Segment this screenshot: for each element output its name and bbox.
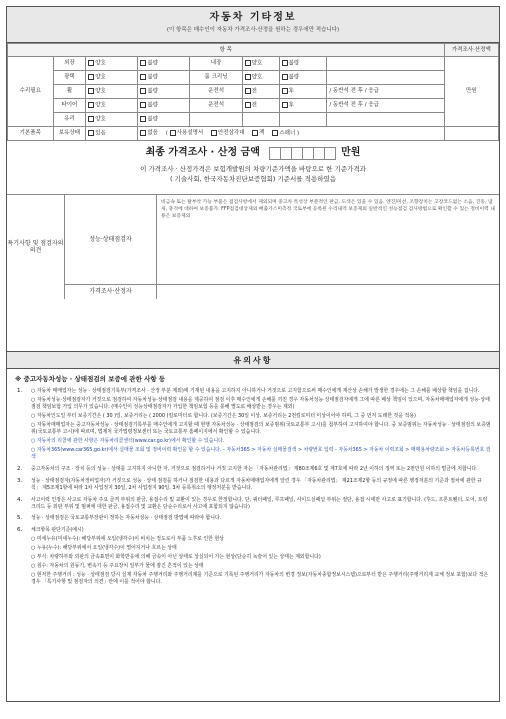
final-note-line2: ( 기술사회, 한국자동차진단보증협회) 기준서를 적용하였음 xyxy=(169,175,337,184)
note-number: 1. xyxy=(17,388,23,395)
note-text: 성능 · 상태점검자(자동차정비업자)가 거짓으로 성능 · 상태 점검을 하거나 점검한 내용과 다르게 자동차매매업자에게 알린 경우 「자동차관리법」 제21조제2항 등의 규정에 따른 행정처분의 기준과 절차에 관한 규칙」 제5조제1항에 따라 1차 사업정지 30일, 2차 사업정지 90일, 3차 등록취소의 행정처분을 받습니다. xyxy=(31,477,482,491)
checkbox[interactable] xyxy=(140,102,146,108)
note-bullet: ○ 현저한 주행거리 : 성능 · 상태점검 당시 실제 자동차 주행거리와 주행거리계를 기준으로 기록된 주행거리가 자동차의 변경 정보(자동차종합정보시스템)으로부터 받은 주행거리(주행거리계 교체 정보 포함)보다 적은 경우 「특기사항 및 점검자의 의견」란에 이를 적어야 합니다. xyxy=(31,572,489,586)
option-label: 없음 xyxy=(147,130,158,137)
special-notes-text: 특기사항 및 점검자의 의견 xyxy=(7,239,64,254)
note-item-4 xyxy=(15,497,491,513)
checkbox[interactable] xyxy=(140,130,146,136)
inspector-opinion-text: 비금속 또는 탈부착 가능 부품은 점검사항에서 제외되며 중고차 특성상 부분적인 판금, 도색은 있을 수 있음. 엔진/미션, 조향장치는 고장코드없는 소음, 진동, 냄새, 충격에 대하여 보증불가. FFP점검대상제외 배출가스미측정 국토부에 등록된 수리내역 보증제외 일반적인 성능점검 검사방법으로 확인할 수 있는 정비이력 내용은 보증제외 xyxy=(157,195,499,285)
note-bullet: ○ 자동차 매매업자는 성능 · 상태점검기록부(가격조사 · 산정 부분 제외)에 기재된 내용을 고지하지 아니하거나 거짓으로 고지함으로써 매수인에게 재산상 손해가 발생한 경우에는 그 손해를 배상할 책임을 집니다. xyxy=(31,388,480,395)
note-text: 사고이력 인정은 사고로 자동차 주요 골격 부위의 판금, 용접수리 및 교환이 있는 경우로 한정합니다. 단, 쿼터패널, 루프패널, 사이드실패널 부위는 절단, 용접 시에만 사고로 표기합니다. (후드, 프론트휀더, 도어, 트렁크리드 등 외판 부위 및 범퍼에 대한 판금, 용접수리 및 교환은 단순수리로서 사고에 포함되지 않습니다) xyxy=(31,496,488,510)
checkbox[interactable] xyxy=(88,130,94,136)
option-label: 양호 xyxy=(95,74,106,81)
final-price-section xyxy=(7,141,499,195)
note-text: 누유(누수): 해당부위에서 오일(냉각수)이 떨어지거나 흐르는 상태 xyxy=(36,545,177,552)
appraiser-opinion-field[interactable] xyxy=(157,285,499,299)
option-label: 스패너 xyxy=(279,130,296,137)
row-extra: / 동반석 전 후 / 응급 xyxy=(327,99,444,113)
note-bullet: ○ 자동차의 리콜에 관한 사항은 자동차리콜센터(www.car.go.kr)에서 확인할 수 있습니다. xyxy=(31,437,225,444)
price-digit-box[interactable] xyxy=(324,147,336,160)
option-label: 안전삼각대 xyxy=(217,130,245,137)
note-text: 자동차 매매업자는 성능 · 상태점검기록부(가격조사 · 산정 부분 제외)에 기재된 내용을 고지하지 아니하거나 거짓으로 고지함으로써 매수인에게 재산상 손해가 발생한 경우에는 그 손해를 배상할 책임을 집니다. xyxy=(36,388,480,395)
price-header: 가격조사·산정액 xyxy=(444,44,498,57)
row-label: 외장 xyxy=(53,57,86,71)
checkbox[interactable] xyxy=(140,116,146,122)
checkbox[interactable] xyxy=(245,102,251,108)
note-number: 3. xyxy=(17,477,23,484)
option-label: 전 xyxy=(251,88,257,95)
checkbox[interactable] xyxy=(170,130,176,136)
option-label: 후 xyxy=(288,102,294,109)
basic-label: 기본품목 xyxy=(8,127,54,141)
checkbox[interactable] xyxy=(88,102,94,108)
note-text: 성능 · 상태점검은 국토교통부장관이 정하는 자동차성능 · 상태점검 방법에 따라야 합니다. xyxy=(31,515,222,522)
note-text: 자동차365(www.car365.go.kr)에서 실매물 조회 및 정비이력 확인을 할 수 있습니다. - 자동차365 > 자동차 실매물검색 > 차량번호 입력 - 자동차365 > 자동차 이력조회 > 매매용차량조회 > 자동차등록번호 검색 xyxy=(31,446,491,460)
note-bullet: ○ 자동차인도일 부터 보증기간은 ( 30 )일, 보증거리는 ( 2000 )킬로미터로 합니다. (보증기간은 30일 이상, 보증거리는 2천킬로미터 이상이어야 하며, 그 중 먼저 도래한 것을 적용) xyxy=(31,412,416,419)
checkbox[interactable] xyxy=(88,116,94,122)
checkbox[interactable] xyxy=(211,130,217,136)
table-row xyxy=(8,57,499,71)
note-bullet: ○ 부식: 차량하부와 외판의 금속표면이 화학반응에 의해 금속이 아닌 상태로 상실되어 가는 현상(단순히 녹슬어 있는 상태는 제외합니다) xyxy=(31,554,321,561)
note-bullet: ○ 자동차성능·상태점검자가 거짓으로 점검하여 자동차성능·상태점검 내용을 제공하여 점검 이후 매수인에게 손해를 끼친 경우 자동차성능·상태점검자에게 그에 따른 배상 책임이 있으며, 자동차매매업자에게 성능·상태점검 책임보험 가입 의무가 있습니다. (매수인이 성능상태점검자가 가입한 책임보험 등을 통해 별도로 배상받는 경우는 제외) xyxy=(31,397,490,411)
note-bullet: ○ 누유(누수): 해당부위에서 오일(냉각수)이 떨어지거나 흐르는 상태 xyxy=(31,545,177,552)
checkbox[interactable] xyxy=(88,88,94,94)
table-row xyxy=(8,113,499,127)
note-text: 부식: 차량하부와 외판의 금속표면이 화학반응에 의해 금속이 아닌 상태로 상실되어 가는 현상(단순히 녹슬어 있는 상태는 제외합니다) xyxy=(36,554,321,561)
checkbox[interactable] xyxy=(140,60,146,66)
checkbox[interactable] xyxy=(88,74,94,80)
row-label: 휠 xyxy=(53,85,86,99)
note-bullet: ○ 자동차365(www.car365.go.kr)에서 실매물 조회 및 정비이력 확인을 할 수 있습니다. - 자동차365 > 자동차 실매물검색 > 차량번호 입력 - 자동차365 > 자동차 이력조회 > 매매용차량조회 > 자동차등록번호 검색 xyxy=(31,446,491,460)
row-label: 운전석 xyxy=(190,85,242,99)
note-number: 5. xyxy=(17,515,23,522)
note-text: 자동차매매업자는 중고자동차성능 · 상태점검기록부를 매수인에게 고지할 때 현행 자동차성능 · 상태점검의 보증범위(국토교통부 고시)를 첨부하여 고지하여야 합니다. 중 보증범위는 자동차성능 · 상태점검의 보증범위(국토교통부 고시)에 따르며, 법제처 국가법령정보센터 또는 국토교통부 홈페이지에서 확인할 수 있습니다. xyxy=(31,421,491,435)
inspector-label: 성능·상태점검자 xyxy=(65,195,156,285)
notes-subtitle: ※ 중고자동차성능 · 상태점검의 보증에 관한 사항 등 xyxy=(15,375,166,383)
inspector-column xyxy=(65,195,157,299)
option-label: 불량 xyxy=(147,60,158,67)
option-label: 양호 xyxy=(95,88,106,95)
note-text: 미세누유(미세누수): 해당부위에 오일(냉각수)이 비치는 정도로서 부품 노후로 인한 현상 xyxy=(36,536,224,543)
note-text: 자동차인도일 부터 보증기간은 ( 30 )일, 보증거리는 ( 2000 )킬로미터로 합니다. (보증기간은 30일 이상, 보증거리는 2천킬로미터 이상이어야 하며, 그 중 먼저 도래한 것을 적용) xyxy=(36,412,416,419)
option-label: 잭 xyxy=(259,130,265,137)
price-unit: 만원 xyxy=(341,147,361,159)
checkbox[interactable] xyxy=(140,74,146,80)
option-label: 양호 xyxy=(95,102,106,109)
basic-items-row: 기본품목 보유상태 있음 없음 ( 사용설명서 안전삼각대 잭 스패너 ) xyxy=(8,127,499,141)
option-label: 양호 xyxy=(95,116,106,123)
row-label: 타이어 xyxy=(53,99,86,113)
checkbox[interactable] xyxy=(282,60,288,66)
option-label: 불량 xyxy=(288,74,300,81)
note-item-3 xyxy=(15,478,491,494)
price-box-group[interactable] xyxy=(270,147,336,160)
note-text: 침수: 자동차의 원동기, 변속기 등 주요장치 일부가 물에 잠긴 흔적이 있는 상태 xyxy=(36,563,204,570)
evaluation-section xyxy=(7,195,499,299)
note-number: 4. xyxy=(17,496,23,503)
note-text: 중고자동차의 구조 · 장치 등의 성능 · 상태를 고지하지 아니한 자, 거짓으로 점검하거나 거짓 고지한 자는 「자동차관리법」 제80조제6호 및 제7호에 따라 2년 이하의 징역 또는 2천만원 이하의 벌금에 처합니다. xyxy=(31,465,478,472)
item-header: 항 목 xyxy=(8,44,445,57)
checkbox[interactable] xyxy=(282,74,288,80)
appraiser-label: 가격조사·산정자 xyxy=(89,288,132,296)
option-label: 있음 xyxy=(95,130,106,137)
notes-section xyxy=(7,369,499,588)
option-label: 전 xyxy=(251,102,257,109)
checkbox[interactable] xyxy=(245,60,251,66)
checkbox[interactable] xyxy=(272,130,278,136)
checkbox[interactable] xyxy=(245,74,251,80)
option-label: 후 xyxy=(288,88,294,95)
checkbox[interactable] xyxy=(140,88,146,94)
note-item-1 xyxy=(15,388,491,463)
row-label: 운전석 xyxy=(190,99,242,113)
note-number: 2. xyxy=(17,465,23,472)
repair-label: 수리필요 xyxy=(8,57,54,127)
table-row xyxy=(8,71,499,85)
table-row xyxy=(8,99,499,113)
checkbox[interactable] xyxy=(252,130,258,136)
notes-header: 유의사항 xyxy=(7,351,499,369)
option-label: 사용설명서 xyxy=(176,130,204,137)
option-label: 불량 xyxy=(147,102,158,109)
special-notes-label xyxy=(7,195,65,299)
row-label: 내장 xyxy=(190,57,242,71)
note-item-2 xyxy=(15,466,491,475)
won-label: 만원 xyxy=(444,57,498,127)
note-text: 현저한 주행거리 : 성능 · 상태점검 당시 실제 자동차 주행거리와 주행거리계를 기준으로 기록된 주행거리가 자동차의 변경 정보(자동차종합정보시스템)으로부터 받은 주행거리(주행거리계 교체 정보 포함)보다 적은 경우 「특기사항 및 점검자의 의견」란에 이를 적어야 합니다. xyxy=(31,572,489,586)
option-label: 불량 xyxy=(288,60,300,67)
other-info-subtitle: (이 항목은 매수인이 자동차 가격조사·산정을 원하는 경우에만 적습니다) xyxy=(166,26,340,33)
checkbox[interactable] xyxy=(245,88,251,94)
note-bullet: ○ 침수: 자동차의 원동기, 변속기 등 주요장치 일부가 물에 잠긴 흔적이 있는 상태 xyxy=(31,563,204,570)
note-bullet: ○ 미세누유(미세누수): 해당부위에 오일(냉각수)이 비치는 정도로서 부품 노후로 인한 현상 xyxy=(31,536,224,543)
note-item-5 xyxy=(15,515,491,524)
row-label: 광택 xyxy=(53,71,86,85)
checkbox[interactable] xyxy=(282,88,288,94)
final-price-title: 최종 가격조사 · 산정 금액 xyxy=(145,147,260,159)
row-label: 룸 크리닝 xyxy=(190,71,242,85)
note-text: 자동차성능·상태점검자가 거짓으로 점검하여 자동차성능·상태점검 내용을 제공하여 점검 이후 매수인에게 손해를 끼친 경우 자동차성능·상태점검자에게 그에 따른 배상 책임이 있으며, 자동차매매업자에게 성능·상태점검 책임보험 가입 의무가 있습니다. (매수인이 성능상태점검자가 가입한 책임보험 등을 통해 별도로 배상받는 경우는 제외) xyxy=(31,397,490,411)
table-row xyxy=(8,85,499,99)
row-label: 유리 xyxy=(53,113,86,127)
row-extra: / 동반석 전 후 / 응급 xyxy=(327,85,444,99)
other-info-title: 자동차 기타정보 xyxy=(209,12,297,23)
note-text: 체크항목 판단기준(예시) xyxy=(31,527,84,534)
final-note-line1: 이 가격조사 · 산정가격은 보험개발원의 차량기준가액을 바탕으로 한 기준가격과 xyxy=(140,165,366,173)
note-item-6 xyxy=(15,527,491,588)
checkbox[interactable] xyxy=(282,102,288,108)
note-text: 자동차의 리콜에 관한 사항은 자동차리콜센터(www.car.go.kr)에서 확인할 수 있습니다. xyxy=(36,437,225,444)
option-label: 양호 xyxy=(251,74,263,81)
note-bullet: ○ 자동차매매업자는 중고자동차성능 · 상태점검기록부를 매수인에게 고지할 때 현행 자동차성능 · 상태점검의 보증범위(국토교통부 고시)를 첨부하여 고지하여야 합니다. 중 보증범위는 자동차성능 · 상태점검의 보증범위(국토교통부 고시)에 따르며, 법제처 국가법령정보센터 또는 국토교통부 홈페이지에서 확인할 수 있습니다. xyxy=(31,421,491,435)
checkbox[interactable] xyxy=(88,60,94,66)
other-info-table xyxy=(7,43,499,141)
spacer xyxy=(7,299,499,351)
other-info-header xyxy=(7,7,499,43)
option-label: 불량 xyxy=(147,88,158,95)
note-number: 6. xyxy=(17,527,23,534)
option-label: 불량 xyxy=(147,116,158,123)
inspection-form-page xyxy=(6,6,500,702)
option-label: 양호 xyxy=(95,60,106,67)
option-label: 불량 xyxy=(147,74,158,81)
evaluation-content xyxy=(157,195,499,299)
row-label: 보유상태 xyxy=(53,127,86,141)
option-label: 양호 xyxy=(251,60,263,67)
